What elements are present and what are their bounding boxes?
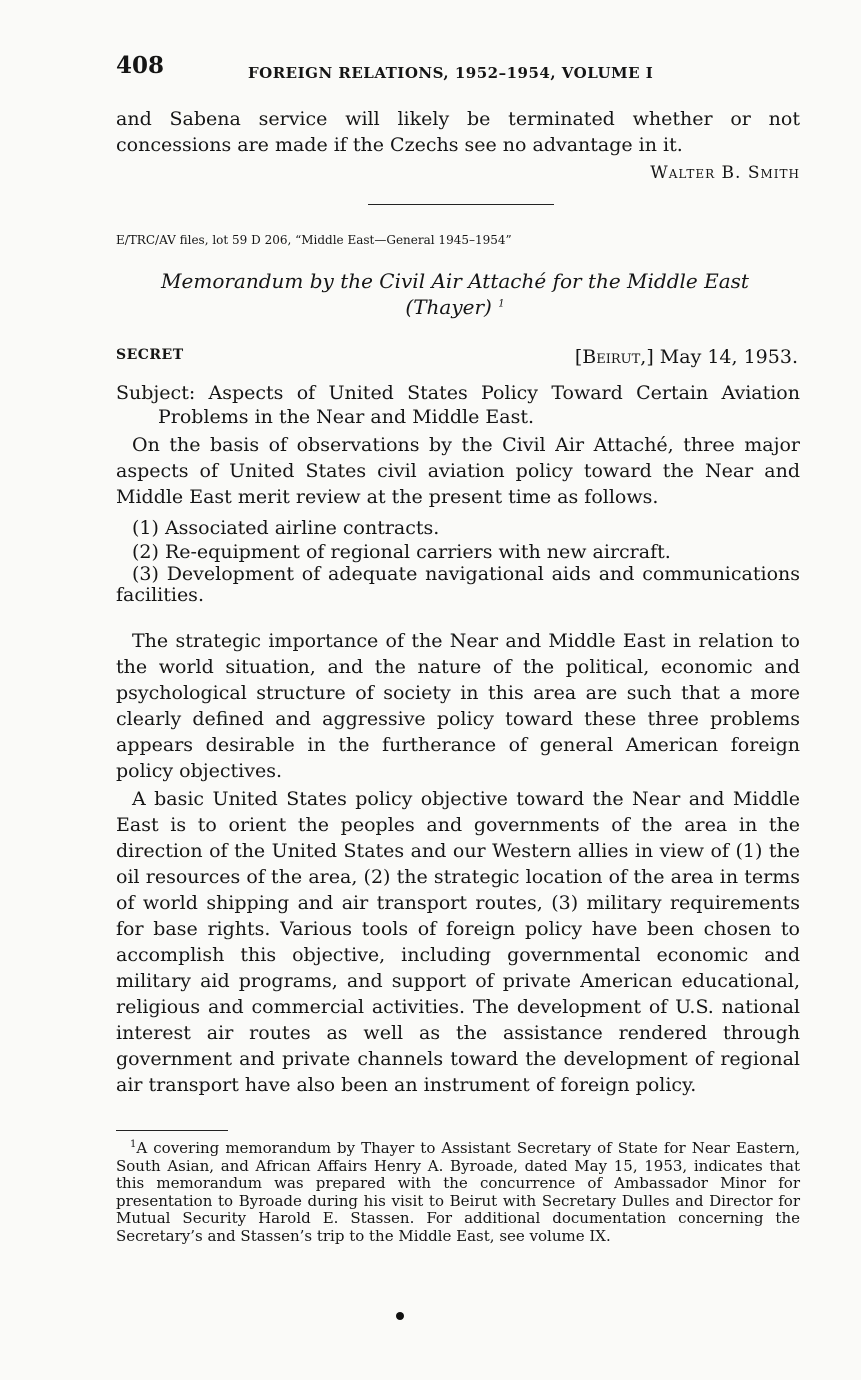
memo-title-line-1: Memorandum by the Civil Air Attaché for the Middle East — [161, 269, 749, 293]
subject-line: Subject: Aspects of United States Policy Toward Certain Aviation Problems in the Near and Middle East. — [116, 382, 800, 428]
memo-title-author: (Thayer) — [405, 295, 492, 319]
footnote-reference-mark: 1 — [498, 298, 505, 310]
memo-title — [130, 268, 780, 320]
paragraph-3: A basic United States policy objective toward the Near and Middle East is to orient the peoples and governments of the area in the direction of the United States and our Western allies in view of (1) the oil resources of the area, (2) the strategic location of the area in terms of world shipping and air transport routes, (3) military requirements for base rights. Various tools of foreign policy have been chosen to accomplish this objective, including governmental economic and military aid programs, and support of private American educational, religious and commercial activities. The development of U.S. national interest air routes as well as the assistance rendered through government and private channels toward the development of regional air transport have also been an instrument of foreign policy. — [116, 788, 800, 1096]
footnote-end: . — [605, 1226, 611, 1245]
memo-title-line-2 — [130, 294, 780, 320]
list-item: (2) Re-equipment of regional carriers with new aircraft. — [132, 541, 671, 563]
footnote-volume: IX — [589, 1226, 606, 1245]
footnote-divider — [116, 1130, 228, 1131]
footnote-mark: 1 — [130, 1139, 137, 1150]
section-divider — [368, 204, 554, 205]
classification-marking: SECRET — [116, 347, 184, 363]
running-head: FOREIGN RELATIONS, 1952–1954, VOLUME I — [248, 64, 654, 82]
footnote — [116, 1140, 800, 1245]
dateline — [470, 346, 798, 368]
footnote-text: A covering memorandum by Thayer to Assistant Secretary of State for Near Eastern, South Asian, and African Affairs Henry A. Byroade, dated May 15, 1953, indicates that this memorandum was prepared with the concurrence of Ambassador Minor for presentation to Byroade during his visit to Beirut with Secretary Dulles and Director for Mutual Security Harold E. Stassen. For additional documentation concerning the Secretary’s and Stassen’s trip to the Middle East, see volume — [116, 1139, 800, 1245]
dateline-date: ] May 14, 1953. — [646, 346, 798, 368]
page-number: 408 — [116, 52, 165, 79]
list-item: (1) Associated airline contracts. — [132, 517, 440, 539]
list-item: (3) Development of adequate navigational aids and communications facilities. — [116, 563, 800, 606]
paragraph-2: The strategic importance of the Near and Middle East in relation to the world situation, and the nature of the political, economic and psychological structure of society in this area are such that a more clearly defined and aggressive policy toward these three problems appears desirable in the furtherance of general American foreign policy objectives. — [116, 630, 800, 782]
page-header — [116, 52, 806, 88]
paragraph-1: On the basis of observations by the Civil Air Attaché, three major aspects of United States civil aviation policy toward the Near and Middle East merit review at the present time as follows. — [116, 434, 800, 508]
page-bullet-mark — [396, 1312, 404, 1320]
aspects-list — [116, 516, 800, 606]
previous-document-continuation: and Sabena service will likely be terminated whether or not concessions are made if the Czechs see no advantage in it. — [116, 108, 800, 156]
dateline-place: Beirut, — [582, 346, 647, 368]
signature: Walter B. Smith — [650, 163, 800, 183]
dateline-open-bracket: [ — [574, 346, 583, 368]
file-reference: E/TRC/AV files, lot 59 D 206, “Middle East—General 1945–1954” — [116, 233, 512, 247]
